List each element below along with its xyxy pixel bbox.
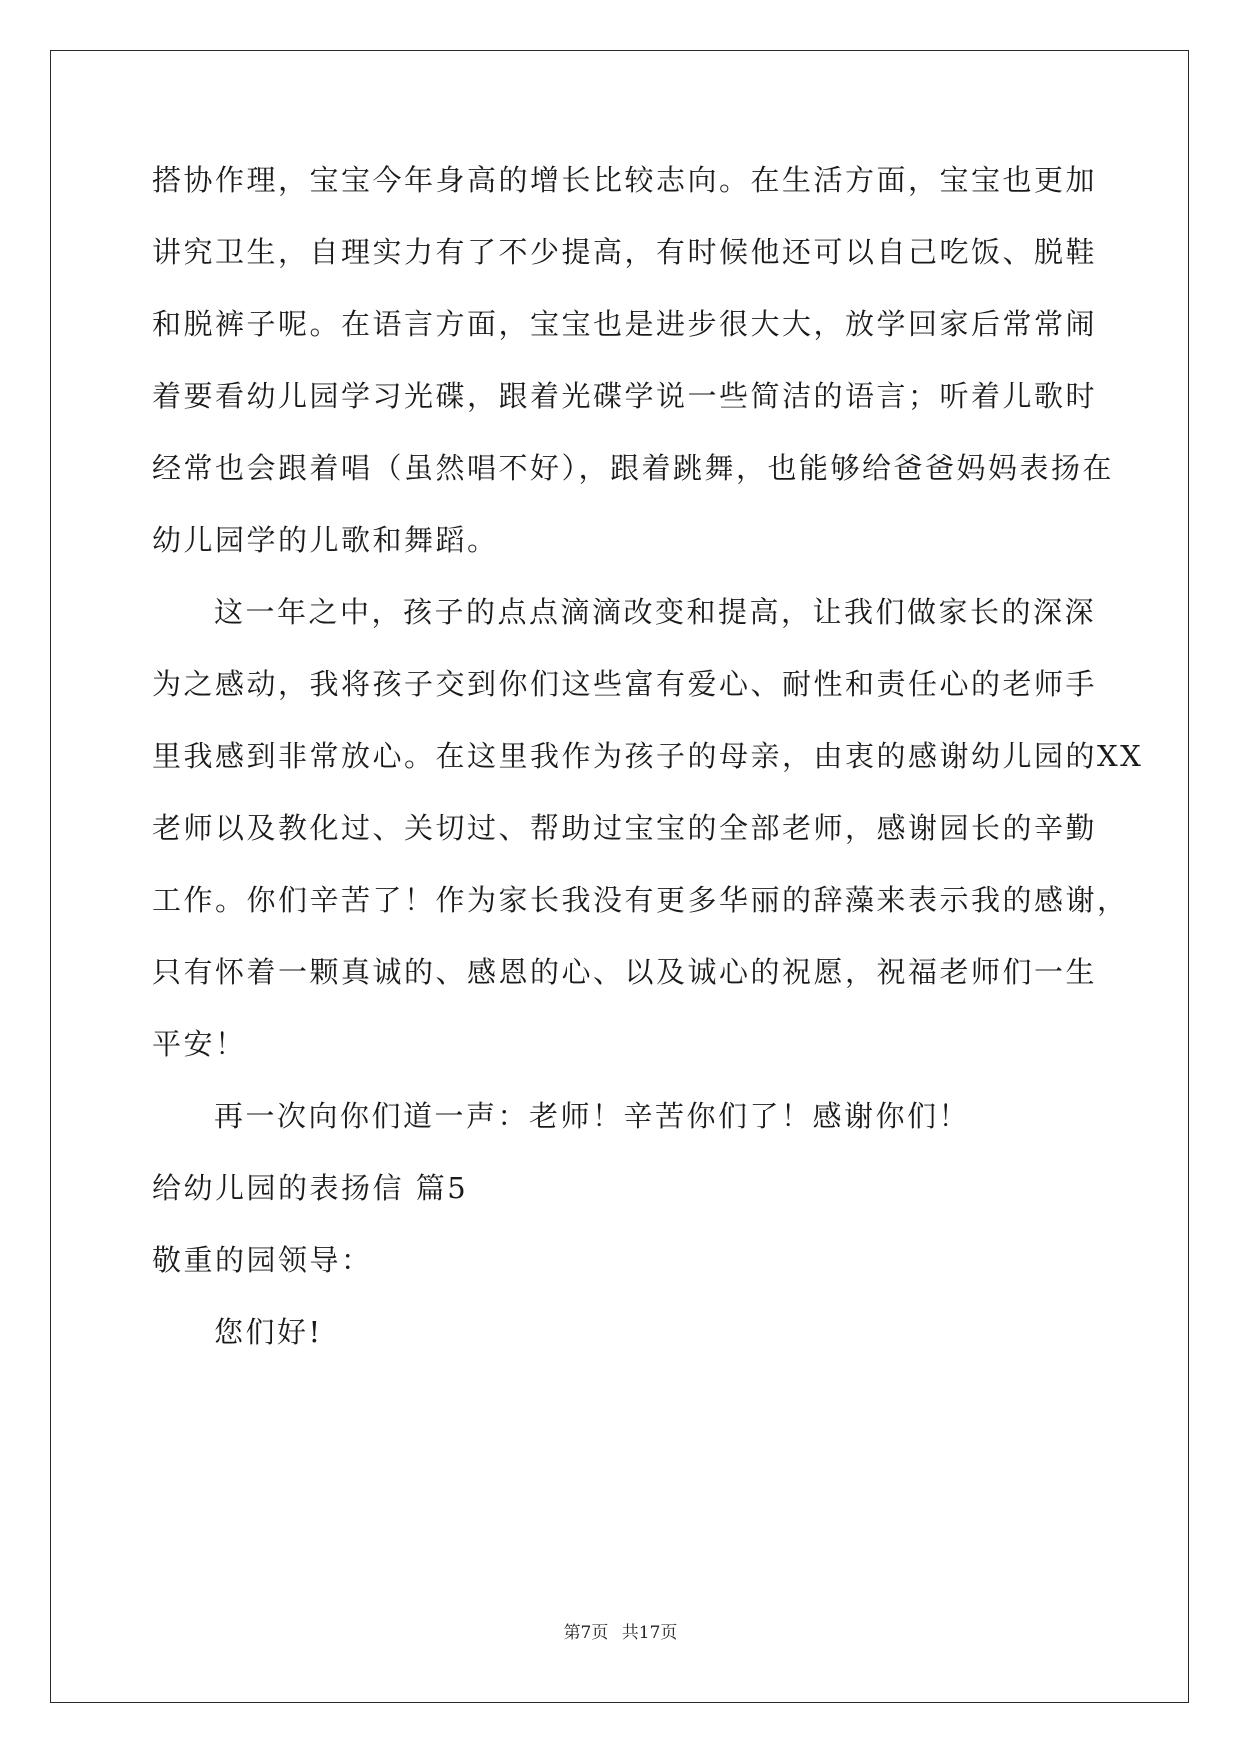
body-line: 着要看幼儿园学习光碟，跟着光碟学说一些简洁的语言；听着儿歌时 <box>152 379 1098 413</box>
body-line: 工作。你们辛苦了！作为家长我没有更多华丽的辞藻来表示我的感谢， <box>152 883 1129 917</box>
body-line: 老师以及教化过、关切过、帮助过宝宝的全部老师，感谢园长的辛勤 <box>152 811 1098 845</box>
body-line: 为之感动，我将孩子交到你们这些富有爱心、耐性和责任心的老师手 <box>152 667 1098 701</box>
body-line: 再一次向你们道一声：老师！辛苦你们了！感谢你们！ <box>214 1099 971 1133</box>
body-line: 经常也会跟着唱（虽然唱不好），跟着跳舞，也能够给爸爸妈妈表扬在 <box>152 451 1115 485</box>
page-total: 共17页 <box>621 1623 678 1643</box>
section-heading: 给幼儿园的表扬信 篇5 <box>152 1171 469 1205</box>
page-number: 第7页 <box>563 1623 609 1643</box>
body-line: 讲究卫生，自理实力有了不少提高，有时候他还可以自己吃饭、脱鞋 <box>152 235 1098 269</box>
body-line: 和脱裤子呢。在语言方面，宝宝也是进步很大大，放学回家后常常闹 <box>152 307 1098 341</box>
body-line: 只有怀着一颗真诚的、感恩的心、以及诚心的祝愿，祝福老师们一生 <box>152 955 1098 989</box>
greeting: 您们好! <box>214 1315 323 1349</box>
page-border <box>50 50 1189 1703</box>
body-line: 平安！ <box>152 1027 247 1061</box>
body-line: 搭协作理，宝宝今年身高的增长比较志向。在生活方面，宝宝也更加 <box>152 163 1098 197</box>
body-line: 里我感到非常放心。在这里我作为孩子的母亲，由衷的感谢幼儿园的XX <box>152 739 1144 773</box>
page-footer <box>0 1622 1241 1644</box>
salutation: 敬重的园领导： <box>152 1243 373 1277</box>
body-line: 幼儿园学的儿歌和舞蹈。 <box>152 523 499 557</box>
body-line: 这一年之中，孩子的点点滴滴改变和提高，让我们做家长的深深 <box>214 595 1097 629</box>
